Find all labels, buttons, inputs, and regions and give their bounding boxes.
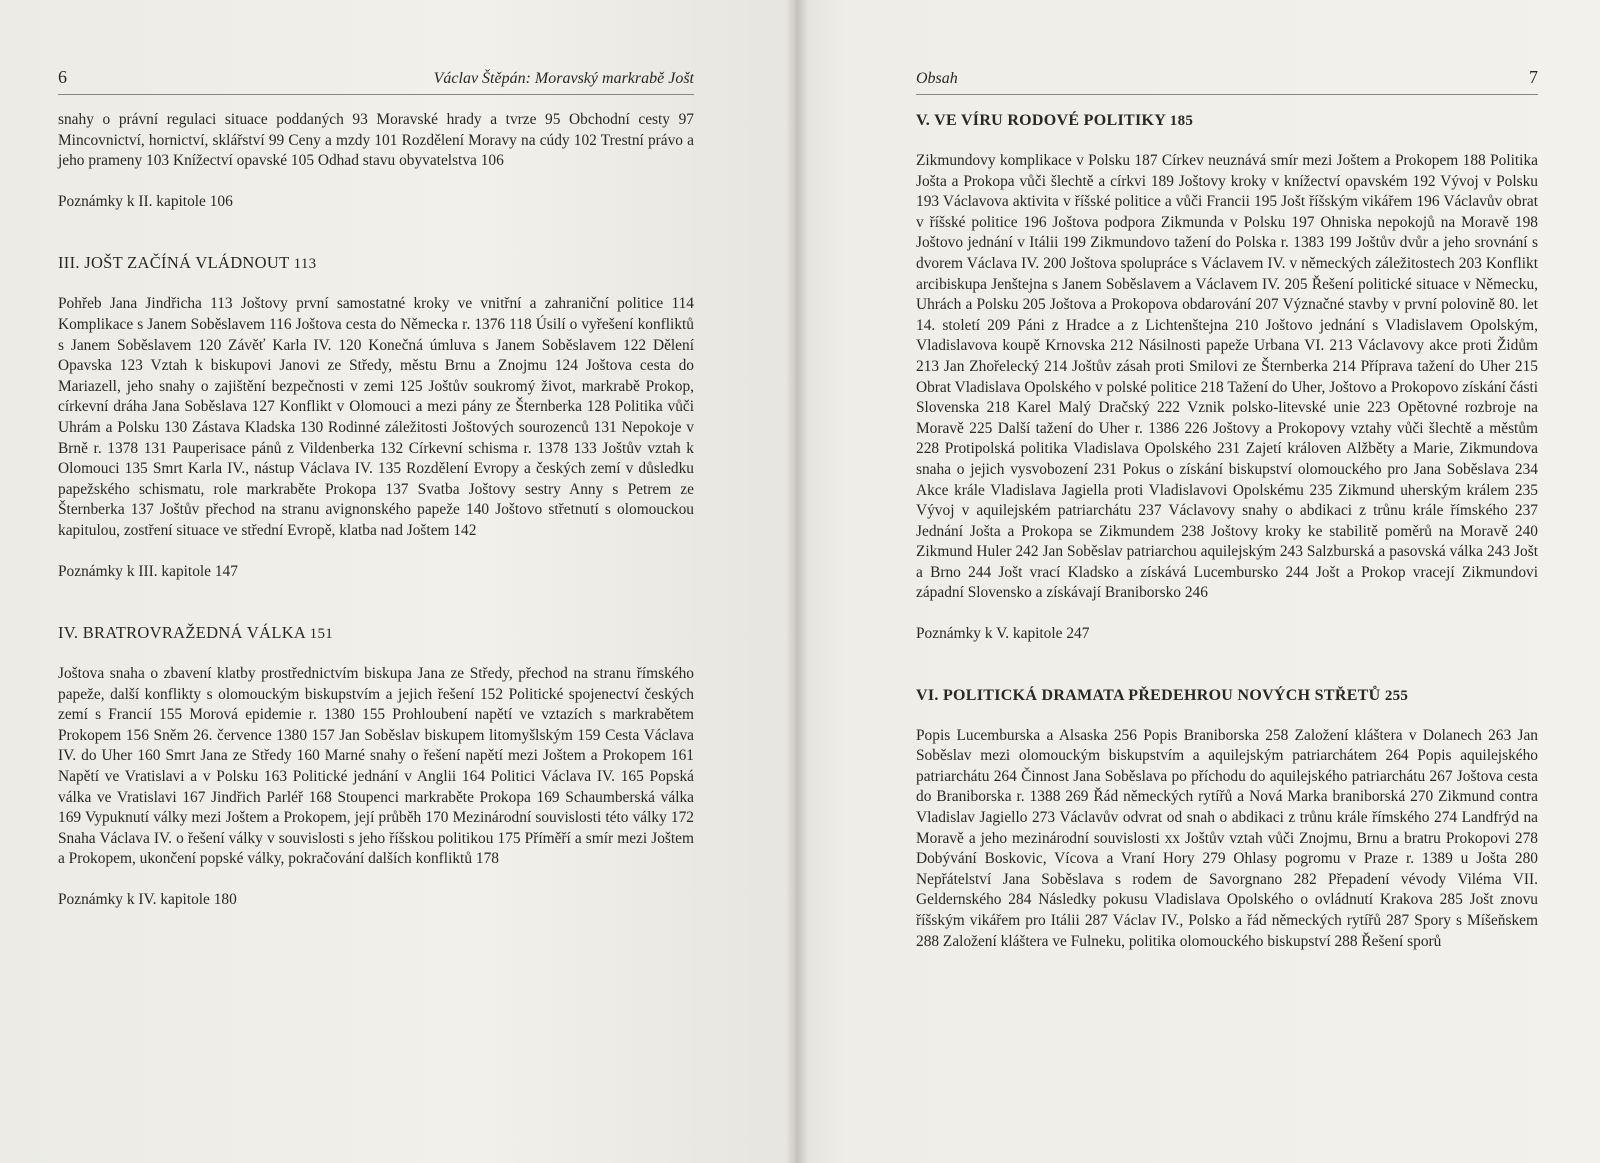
notes-chapter-iii: Poznámky k III. kapitole 147 — [58, 562, 238, 580]
notes-chapter-ii: Poznámky k II. kapitole 106 — [58, 192, 233, 210]
left-page-content — [58, 110, 694, 911]
right-page-content — [916, 110, 1538, 952]
chapter-vi-title: VI. POLITICKÁ DRAMATA PŘEDEHROU NOVÝCH STŘETŮ — [916, 686, 1381, 704]
chapter-iv-heading — [58, 622, 694, 645]
left-page-number: 6 — [58, 67, 67, 87]
chapter-iv-text: Joštova snaha o zbavení klatby prostřednictvím biskupa Jana ze Středy, přechod na stranu římského papeže, další konflikty s olomouckým biskupstvím a jejich řešení 152 Politické spojenectví českých zemí s Francií 155 Morová epidemie r. 1380 155 Prohloubení napětí ve vztazích s markrabětem Prokopem 156 Sněm 26. července 1380 157 Jan Soběslav biskupem litomyšlským 159 Cesta Václava IV. do Uher 160 Smrt Jana ze Středy 160 Marné snahy o řešení napětí mezi Joštem a Prokopem 161 Napětí ve Vratislavi a v Polsku 163 Politické jednání v Anglii 164 Politici Václava IV. 165 Popská válka ve Vratislavi 167 Jindřich Parléř 168 Stoupenci markraběte Prokopa 169 Schaumberská válka 169 Vypuknutí války mezi Joštem a Prokopem, její průběh 170 Mezinárodní souvislosti této války 172 Snaha Václava IV. o řešení války v souvislosti s jeho říšskou politikou 175 Příměří a smír mezi Joštem a Prokopem, ukončení popské války, pokračování dalších konfliktů 178 — [58, 665, 694, 868]
chapter-iii-page: 113 — [293, 256, 317, 273]
right-page-number: 7 — [1529, 67, 1538, 87]
chapter-iii-title: III. JOŠT ZAČÍNÁ VLÁDNOUT — [58, 253, 290, 273]
notes-chapter-iv: Poznámky k IV. kapitole 180 — [58, 891, 237, 909]
chapter-iv-page: 151 — [309, 626, 334, 643]
chapter-v-title: V. VE VÍRU RODOVÉ POLITIKY — [916, 112, 1166, 129]
chapter-iii-heading — [58, 252, 694, 275]
chapter-vi-heading — [916, 685, 1538, 707]
chapter-v-text: Zikmundovy komplikace v Polsku 187 Církev neuznává smír mezi Joštem a Prokopem 188 Politika Jošta a Prokopa vůči šlechtě a církvi 189 Joštovy kroky v knížectví opavském 192 Vývoj v Polsku 193 Václavova aktivita v říšské politice a vůči Francii 195 Jošt říšským vikářem 196 Václavův obrat v říšské politice 196 Joštova podpora Zikmunda v Polsku 197 Ohniska nepokojů na Moravě 198 Joštovo jednání v Itálii 199 Zikmundovo tažení do Polska r. 1383 199 Joštův dvůr a jeho srovnání s dvorem Václava IV. 200 Joštova spolupráce s Václavem IV. v německých záležitostech 203 Konflikt arcibiskupa Jenštejna s Janem Soběslavem a Václavem IV. 205 Řešení politické situace v Německu, Uhrách a Polsku 205 Joštova a Prokopova obdarování 207 Význačné stavby v první polovině 80. let 14. století 209 Páni z Hradce a z Lichtenštejna 210 Joštovo jednání s Vladislavem Opolským, Vladislavova koupě Krnovska 212 Násilnosti papeže Urbana VI. 213 Václavovy akce proti Židům 213 Jan Zhořelecký 214 Joštův zásah proti Smilovi ze Šternberka 214 Příprava tažení do Uher 215 Obrat Vladislava Opolského v polské politice 218 Tažení do Uher, Joštovo a Prokopovo získání části Slovenska 218 Karel Malý Dračský 222 Vznik polsko-litevské unie 223 Opětovné rozbroje na Moravě 225 Další tažení do Uher r. 1386 226 Joštovy a Prokopovy vztahy vůči šlechtě a městům 228 Protipolská politika Vladislava Opolského 231 Zajetí královen Alžběty a Marie, Zikmundova snaha o jejich vysvobození 231 Pokus o získání biskupství olomouckého pro Jana Soběslava 234 Akce krále Vladislava Jagiella proti Vladislavovi Opolskému 235 Zikmund uherským králem 235 Vývoj v aquilejském patriarchátu 237 Václavovy snahy o abdikaci z trůnu krále římského 237 Jednání Jošta a Prokopa se Zikmundem 238 Joštovy kroky ke stabilitě poměrů na Moravě 240 Zikmund Huler 242 Jan Soběslav patriarchou aquilejským 243 Salzburská a pasovská válka 243 Jošt a Brno 244 Jošt vrací Kladsko a získává Lucembursko 244 Jošt a Prokop vracejí Zikmundovi západní Slovensko a získávají Braniborsko 246 — [916, 152, 1538, 602]
chapter-v-page: 185 — [1169, 113, 1194, 129]
left-header-rule — [58, 94, 694, 95]
right-running-head: Obsah — [916, 70, 958, 87]
chapter-iv-title: IV. BRATROVRAŽEDNÁ VÁLKA — [58, 623, 306, 643]
chapter-v-heading — [916, 110, 1538, 132]
intro-paragraph: snahy o právní regulaci situace poddaných 93 Moravské hrady a tvrze 95 Obchodní cesty 97 Mincovnictví, hornictví, sklářství 99 Ceny a mzdy 101 Rozdělení Moravy na cúdy 102 Trestní právo a jeho prameny 103 Knížectví opavské 105 Odhad stavu obyvatelstva 106 — [58, 111, 694, 170]
notes-chapter-v: Poznámky k V. kapitole 247 — [916, 625, 1090, 643]
chapter-iii-text: Pohřeb Jana Jindřicha 113 Joštovy první samostatné kroky ve vnitřní a zahraniční politice 114 Komplikace s Janem Soběslavem 116 Joštova cesta do Německa r. 1376 118 Úsilí o vyřešení konfliktů s Janem Soběslavem 120 Závěť Karla IV. 120 Konečná úmluva s Janem Soběslavem 122 Dělení Opavska 123 Vztah k biskupovi Janovi ze Středy, městu Brnu a Znojmu 124 Joštova cesta do Mariazell, jeho snahy o zajištění bezpečnosti v zemi 125 Joštův soukromý život, markrabě Prokop, církevní dráha Jana Soběslava 127 Konflikt v Olomouci a mezi pány ze Šternberka 128 Politika vůči Uhrám a Polsku 130 Zástava Kladska 130 Rodinné záležitosti Joštových sourozenců 131 Nepokoje v Brně r. 1378 131 Pauperisace pánů z Vildenberka 132 Církevní schisma r. 1378 133 Joštův vztah k Olomouci 135 Smrt Karla IV., nástup Václava IV. 135 Rozdělení Evropy a českých zemí v důsledku papežského schismatu, role markraběte Prokopa 137 Svatba Joštovy sestry Anny s Petrem ze Šternberka 137 Joštův přechod na stranu avignonského papeže 140 Joštovo střetnutí s olomouckou kapitulou, zostření situace ve střední Evropě, klatba nad Joštem 142 — [58, 295, 694, 539]
right-header-rule — [916, 94, 1538, 95]
chapter-vi-text: Popis Lucemburska a Alsaska 256 Popis Braniborska 258 Založení kláštera v Dolanech 263 Jan Soběslav mezi olomouckým biskupstvím a aquilejským patriarchátem 264 Popis aquilejského patriarchátu 264 Činnost Jana Soběslava po příchodu do aquilejského patriarchátu 267 Joštova cesta do Braniborska r. 1388 269 Řád německých rytířů a Nová Marka braniborská 270 Zikmund contra Vladislav Jagiello 273 Václavův odvrat od snah o abdikaci z trůnu krále římského 274 Landfrýd na Moravě a jeho mezinárodní souvislosti xx Joštův vztah vůči Znojmu, Brnu a bratru Prokopovi 278 Dobývání Boskovic, Vícova a Vraní Hory 279 Ohlasy pogromu v Praze r. 1389 u Jošta 280 Nepřátelství Jana Soběslava s rodem de Savorgnano 282 Přepadení vévody Viléma VII. Geldernského 284 Následky pokusu Vladislava Opolského o ovládnutí Krakova 285 Jošt znovu říšským vikářem pro Itálii 287 Václav IV., Polsko a řád německých rytířů 287 Spory s Míšeňskem 288 Založení kláštera ve Fulneku, politika olomouckého biskupství 288 Řešení sporů — [916, 726, 1538, 950]
chapter-vi-page: 255 — [1384, 687, 1409, 704]
right-page-header — [916, 62, 1538, 88]
left-running-head: Václav Štěpán: Moravský markrabě Jošt — [433, 70, 694, 87]
left-page-header — [58, 62, 694, 88]
book-gutter — [786, 0, 808, 1163]
